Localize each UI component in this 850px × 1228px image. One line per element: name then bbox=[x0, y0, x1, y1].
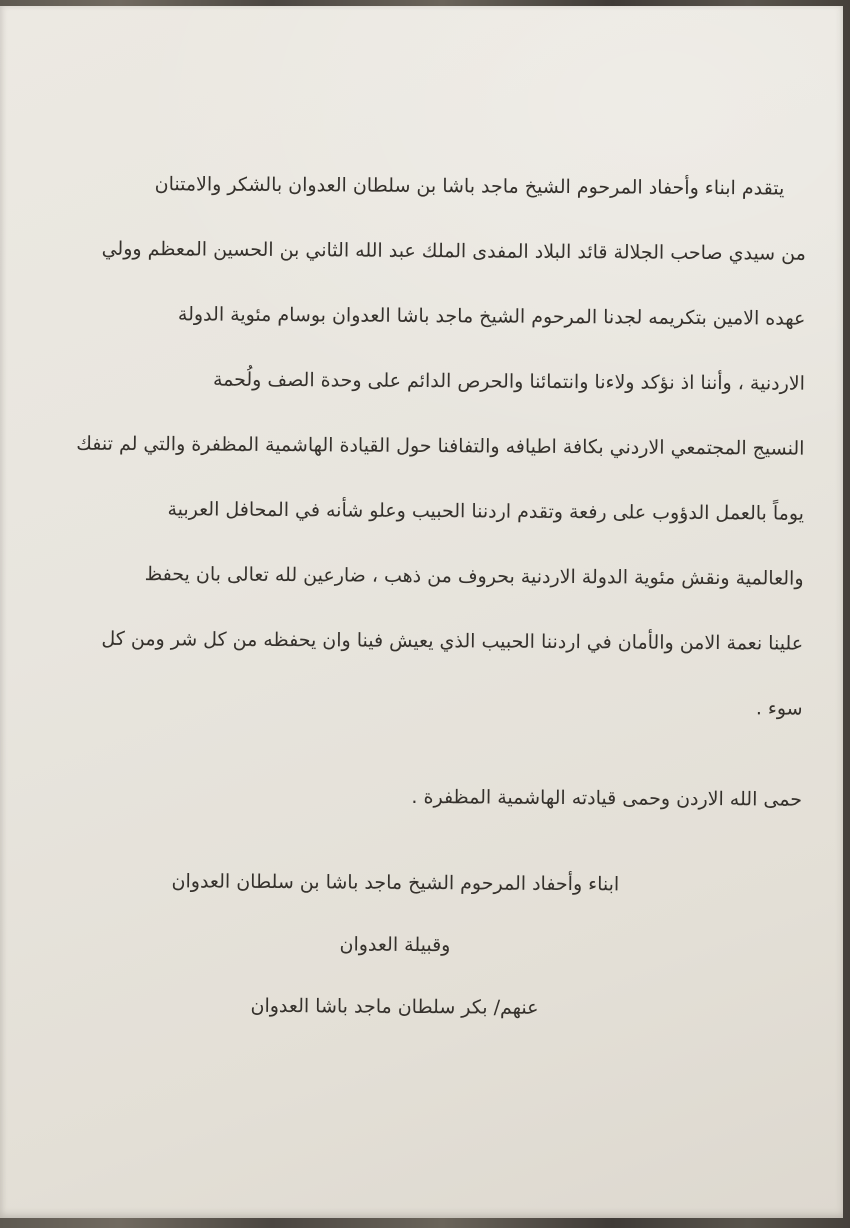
letter-line: علينا نعمة الامن والأمان في اردننا الحبيب الذي يعيش فينا وان يحفظه من كل شر ومن كل bbox=[101, 627, 804, 655]
letter-line: عهده الامين بتكريمه لجدنا المرحوم الشيخ ماجد باشا العدوان بوسام مئوية الدولة bbox=[177, 303, 806, 330]
signature-line-heirs: ابناء وأحفاد المرحوم الشيخ ماجد باشا بن سلطان العدوان bbox=[171, 870, 620, 896]
letter-line: يتقدم ابناء وأحفاد المرحوم الشيخ ماجد باشا بن سلطان العدوان بالشكر والامتنان bbox=[154, 173, 785, 200]
letter-line: الاردنية ، وأننا اذ نؤكد ولاءنا وانتمائنا والحرص الدائم على وحدة الصف ولُحمة bbox=[212, 368, 805, 395]
letter-line: سوء . bbox=[755, 697, 803, 720]
letter-line: والعالمية ونقش مئوية الدولة الاردنية بحروف من ذهب ، ضارعين لله تعالى بان يحفظ bbox=[144, 563, 804, 590]
signature-line-representative: عنهم/ بكر سلطان ماجد باشا العدوان bbox=[250, 994, 539, 1019]
closing-line: حمى الله الاردن وحمى قيادته الهاشمية المظفرة . bbox=[411, 785, 803, 811]
letter-line: النسيج المجتمعي الاردني بكافة اطيافه والتفافنا حول القيادة الهاشمية المظفرة والتي لم تنفك bbox=[76, 432, 805, 460]
letter-line: يوماً بالعمل الدؤوب على رفعة وتقدم اردننا الحبيب وعلو شأنه في المحافل العربية bbox=[167, 498, 805, 525]
signature-block bbox=[14, 849, 775, 1040]
letter-paper bbox=[0, 6, 843, 1218]
signature-line-tribe: وقبيلة العدوان bbox=[339, 933, 451, 957]
letter-body bbox=[0, 3, 846, 1221]
letter-line: من سيدي صاحب الجلالة قائد البلاد المفدى الملك عبد الله الثاني بن الحسين المعظم وولي bbox=[101, 237, 806, 265]
